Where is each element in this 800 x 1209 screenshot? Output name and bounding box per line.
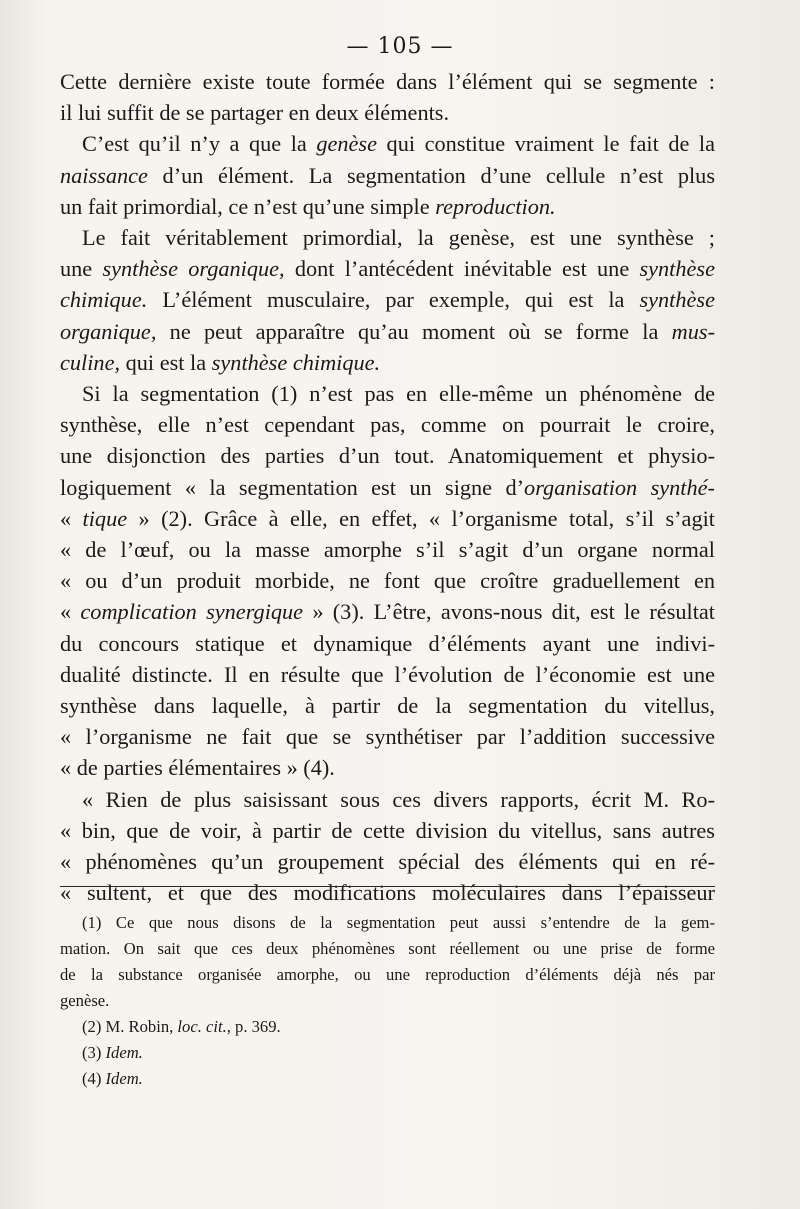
text-line	[60, 66, 715, 97]
text-line	[60, 815, 715, 846]
paragraph	[60, 784, 715, 909]
text-run: (3)	[82, 1043, 106, 1062]
text-run: mation. On sait que ces deux phénomènes sont réellement ou une prise de forme	[60, 939, 715, 958]
text-run: L’élément musculaire, par exemple, qui est la	[147, 287, 640, 313]
text-run: ne peut apparaître qu’au moment où se forme la	[156, 318, 672, 344]
italic-text: synthèse	[639, 256, 715, 282]
text-line	[60, 472, 715, 503]
text-line	[60, 752, 715, 783]
italic-text: naissance	[60, 162, 148, 188]
footnote-line	[60, 1014, 715, 1040]
text-run: une	[60, 256, 103, 282]
text-line	[60, 191, 715, 222]
text-line	[60, 378, 715, 409]
italic-text: reproduction.	[435, 193, 556, 219]
text-run: dualité distincte. Il en résulte que l’évolution de l’économie est une	[60, 661, 715, 687]
text-run: (1) Ce que nous disons de la segmentation peut aussi s’entendre de la gem-	[82, 913, 715, 932]
text-run: synthèse dans laquelle, à partir de la segmentation du vitellus,	[60, 693, 715, 719]
footnote	[60, 1066, 715, 1092]
text-line	[60, 565, 715, 596]
text-run: « de l’œuf, ou la masse amorphe s’il s’agit d’un organe normal	[60, 537, 715, 563]
text-run: synthèse, elle n’est cependant pas, comme on pourrait le croire,	[60, 412, 715, 438]
italic-text: genèse	[316, 131, 378, 157]
text-run: du concours statique et dynamique d’éléments ayant une indivi-	[60, 630, 715, 656]
footnote-line	[60, 1040, 715, 1066]
footnote-line	[60, 962, 715, 988]
italic-text: synthèse	[639, 287, 715, 313]
italic-text: synthèse chimique.	[211, 349, 381, 375]
text-run: « ou d’un produit morbide, ne font que croître graduellement en	[60, 568, 715, 594]
footnote	[60, 910, 715, 1014]
text-run: » (3). L’être, avons-nous dit, est le résultat	[303, 599, 715, 625]
text-line	[60, 534, 715, 565]
text-line	[60, 347, 715, 378]
text-line	[60, 784, 715, 815]
text-line	[60, 690, 715, 721]
italic-text: organisation synthé-	[524, 474, 715, 500]
text-line	[60, 128, 715, 159]
text-line	[60, 596, 715, 627]
text-run: «	[60, 505, 83, 531]
text-run: « sultent, et que des modifications moléculaires dans l’épaisseur	[60, 880, 715, 906]
footnote-line	[60, 988, 715, 1014]
italic-text: mus-	[671, 318, 715, 344]
italic-text: organique,	[60, 318, 157, 344]
text-run: un fait primordial, ce n’est qu’une simple	[60, 193, 436, 219]
footnote-line	[60, 1066, 715, 1092]
text-run: « bin, que de voir, à partir de cette division du vitellus, sans autres	[60, 817, 715, 843]
paragraph	[60, 128, 715, 222]
text-run: « de parties élémentaires » (4).	[60, 755, 335, 781]
text-run: (4)	[82, 1069, 106, 1088]
italic-text: loc. cit.	[177, 1017, 227, 1036]
text-run: il lui suffit de se partager en deux éléments.	[60, 100, 450, 126]
text-run: , p. 369.	[226, 1017, 281, 1036]
text-line	[60, 659, 715, 690]
text-line	[60, 503, 715, 534]
text-line	[60, 628, 715, 659]
text-line	[60, 253, 715, 284]
footnote-rule	[60, 886, 715, 887]
footnote-line	[60, 910, 715, 936]
text-run: qui est la	[120, 349, 212, 375]
italic-text: Idem.	[105, 1069, 143, 1088]
text-run: genèse.	[60, 991, 110, 1010]
text-run: de la substance organisée amorphe, ou une reproduction d’éléments déjà nés par	[60, 965, 715, 984]
text-line	[60, 316, 715, 347]
text-run: qui constitue vraiment le fait de la	[377, 131, 715, 157]
text-run: une disjonction des parties d’un tout. Anatomiquement et physio-	[60, 443, 715, 469]
text-run: d’un élément. La segmentation d’une cellule n’est plus	[147, 162, 715, 188]
text-run: » (2). Grâce à elle, en effet, « l’organisme total, s’il s’agit	[127, 505, 715, 531]
text-line	[60, 721, 715, 752]
text-run: Cette dernière existe toute formée dans l’élément qui se segmente :	[60, 69, 715, 94]
paragraph	[60, 66, 715, 128]
italic-text: synthèse organique,	[102, 256, 285, 282]
text-line	[60, 160, 715, 191]
text-line	[60, 877, 715, 908]
text-run: (2) M. Robin,	[82, 1017, 178, 1036]
italic-text: culine,	[60, 349, 121, 375]
footnote	[60, 1040, 715, 1066]
text-run: logiquement « la segmentation est un signe d’	[60, 474, 525, 500]
text-line	[60, 222, 715, 253]
page-number: — 105 —	[346, 34, 454, 59]
text-run: Le fait véritablement primordial, la genèse, est une synthèse ;	[82, 225, 715, 251]
text-run: C’est qu’il n’y a que la	[82, 131, 317, 157]
text-line	[60, 284, 715, 315]
italic-text: chimique.	[60, 287, 148, 313]
footnotes	[60, 910, 715, 1092]
text-line	[60, 409, 715, 440]
text-line	[60, 440, 715, 471]
italic-text: Idem.	[105, 1043, 143, 1062]
paragraph	[60, 378, 715, 784]
footnote-line	[60, 936, 715, 962]
text-run: dont l’antécédent inévitable est une	[284, 256, 640, 282]
main-text	[60, 66, 715, 908]
italic-text: tique	[82, 505, 128, 531]
text-run: « l’organisme ne fait que se synthétiser par l’addition successive	[60, 724, 715, 750]
text-line	[60, 97, 715, 128]
text-line	[60, 846, 715, 877]
italic-text: complication synergique	[80, 599, 304, 625]
text-run: Si la segmentation (1) n’est pas en elle-même un phénomène de	[82, 381, 715, 407]
footnote	[60, 1014, 715, 1040]
text-run: «	[60, 599, 81, 625]
text-run: « Rien de plus saisissant sous ces divers rapports, écrit M. Ro-	[82, 786, 715, 812]
paragraph	[60, 222, 715, 378]
text-run: « phénomènes qu’un groupement spécial des éléments qui en ré-	[60, 849, 715, 875]
